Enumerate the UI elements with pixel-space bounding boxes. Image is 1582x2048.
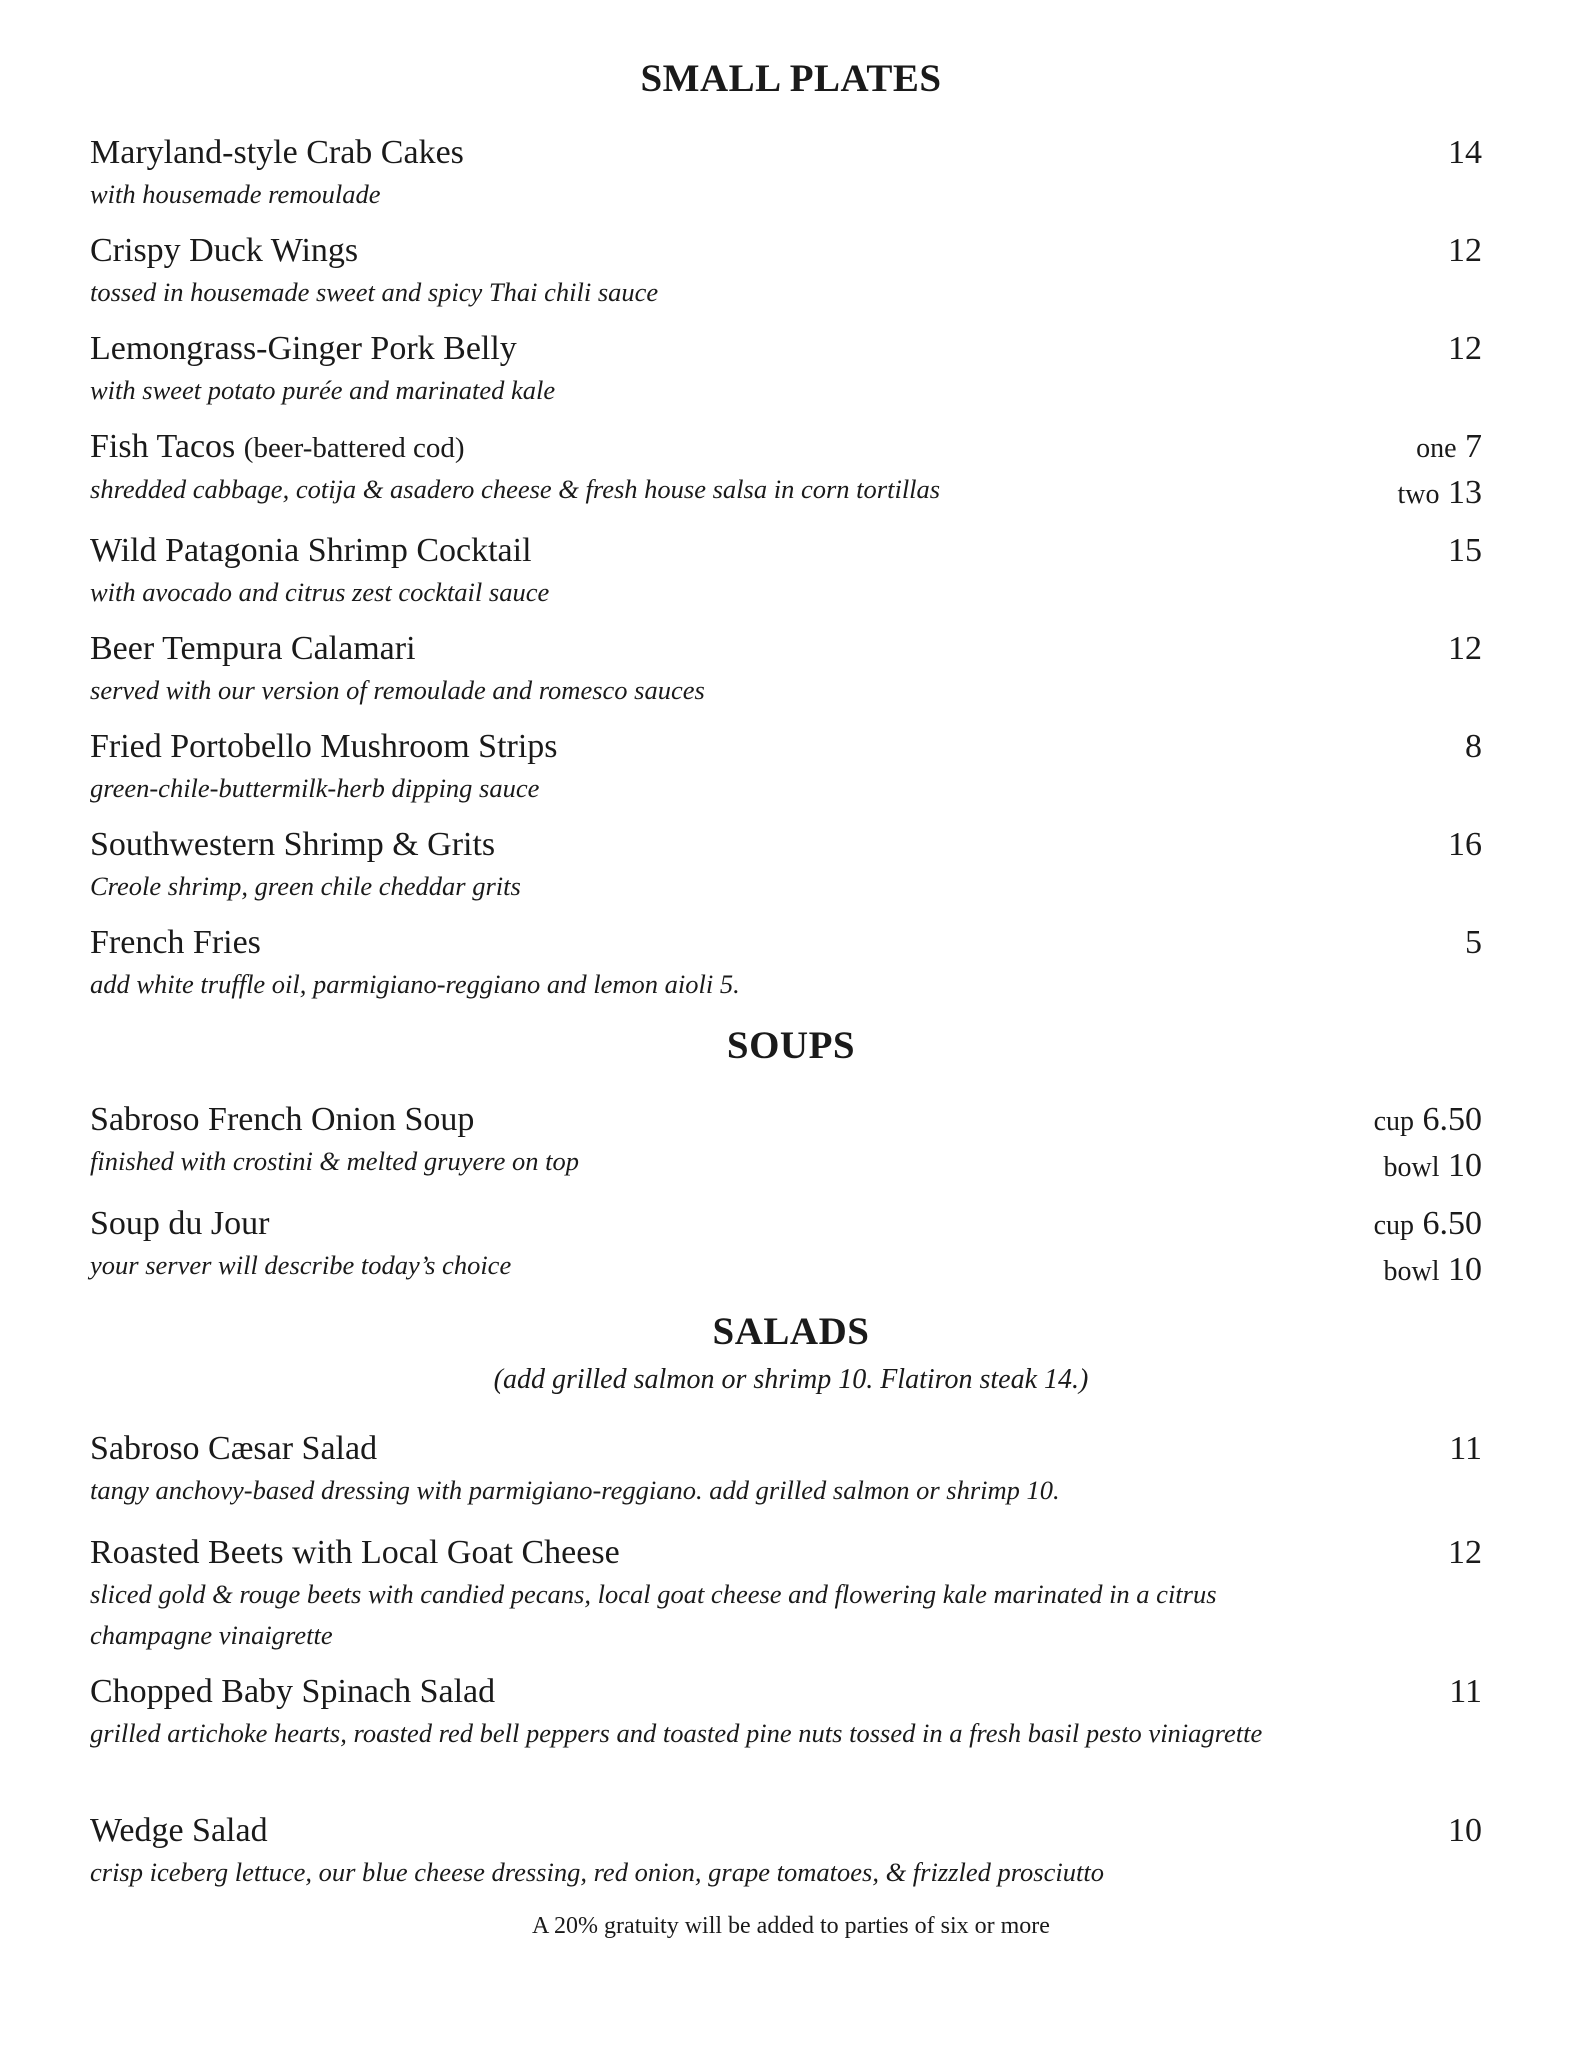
item-price: 10	[1448, 1812, 1482, 1849]
item-name: Fried Portobello Mushroom Strips	[90, 728, 558, 765]
price-label: bowl	[1383, 1152, 1440, 1183]
item-price: 12	[1448, 630, 1482, 667]
item-price: 5	[1465, 924, 1482, 961]
menu-item-roasted-beets	[90, 1532, 1482, 1656]
item-description: add white truffle oil, parmigiano-reggiano and lemon aioli 5.	[90, 969, 740, 999]
price-value: 6.50	[1422, 1101, 1482, 1138]
salads-note: (add grilled salmon or shrimp 10. Flatiron steak 14.)	[493, 1364, 1089, 1395]
item-price: 11	[1449, 1673, 1482, 1710]
item-price-option	[1374, 1203, 1482, 1247]
item-price-option	[1374, 1099, 1482, 1143]
soups-title: SOUPS	[726, 1024, 856, 1067]
item-name: Wild Patagonia Shrimp Cocktail	[90, 532, 532, 569]
item-name: French Fries	[90, 924, 261, 961]
item-description: crisp iceberg lettuce, our blue cheese dressing, red onion, grape tomatoes, & frizzled prosciutto	[90, 1857, 1104, 1887]
item-name: Sabroso French Onion Soup	[90, 1101, 475, 1138]
item-name: Chopped Baby Spinach Salad	[90, 1673, 496, 1710]
price-value: 7	[1465, 428, 1482, 465]
item-price: 12	[1448, 232, 1482, 269]
menu-item-mushroom-strips	[90, 726, 1482, 809]
price-label: bowl	[1383, 1256, 1440, 1287]
menu-item-pork-belly	[90, 328, 1482, 411]
item-price-option	[1384, 1249, 1483, 1293]
price-label: one	[1416, 433, 1457, 464]
item-name: Maryland-style Crab Cakes	[90, 134, 464, 171]
gratuity-note: A 20% gratuity will be added to parties of six or more	[532, 1913, 1050, 1939]
menu-item-spinach-salad	[90, 1671, 1482, 1754]
item-description: grilled artichoke hearts, roasted red bell peppers and toasted pine nuts tossed in a fresh basil pesto viniagrette	[90, 1718, 1263, 1748]
menu-item-caesar-salad	[90, 1428, 1482, 1511]
item-description: Creole shrimp, green chile cheddar grits	[90, 871, 521, 901]
salads-title: SALADS	[712, 1310, 870, 1353]
price-value: 13	[1448, 474, 1482, 511]
menu-item-french-fries	[90, 922, 1482, 1005]
item-description: with avocado and citrus zest cocktail sauce	[90, 577, 550, 607]
item-price: 12	[1448, 1534, 1482, 1571]
menu-item-soup-du-jour	[90, 1203, 1482, 1286]
item-name: Wedge Salad	[90, 1812, 268, 1849]
item-name	[90, 426, 1482, 469]
item-price-option	[1384, 1145, 1483, 1189]
item-name-text: Fish Tacos	[90, 428, 236, 465]
item-price-option	[1416, 426, 1482, 470]
item-name: Crispy Duck Wings	[90, 232, 359, 269]
item-description: sliced gold & rouge beets with candied pecans, local goat cheese and flowering kale marinated in a citrus champagne vinaigrette	[90, 1579, 1217, 1650]
item-price: 16	[1448, 826, 1482, 863]
menu-item-shrimp-cocktail	[90, 530, 1482, 613]
item-name-note: (beer-battered cod)	[243, 432, 465, 464]
menu-item-wedge-salad	[90, 1810, 1482, 1893]
item-description: with sweet potato purée and marinated kale	[90, 375, 556, 405]
menu-item-fish-tacos	[90, 426, 1482, 510]
item-description: your server will describe today’s choice	[90, 1250, 512, 1280]
item-description: served with our version of remoulade and romesco sauces	[90, 675, 705, 705]
menu-item-french-onion-soup	[90, 1099, 1482, 1182]
item-price: 8	[1465, 728, 1482, 765]
price-label: cup	[1373, 1210, 1414, 1241]
item-name: Beer Tempura Calamari	[90, 630, 416, 667]
item-description: tossed in housemade sweet and spicy Thai chili sauce	[90, 277, 659, 307]
menu-item-calamari	[90, 628, 1482, 711]
price-label: two	[1397, 479, 1440, 510]
item-name: Soup du Jour	[90, 1205, 270, 1242]
item-name: Roasted Beets with Local Goat Cheese	[90, 1534, 620, 1571]
item-price: 11	[1449, 1430, 1482, 1467]
item-name: Sabroso Cæsar Salad	[90, 1430, 378, 1467]
small-plates-title: SMALL PLATES	[640, 57, 942, 100]
item-name: Southwestern Shrimp & Grits	[90, 826, 496, 863]
item-price: 14	[1448, 134, 1482, 171]
item-description: tangy anchovy-based dressing with parmigiano-reggiano. add grilled salmon or shrimp 10.	[90, 1475, 1060, 1505]
item-price: 15	[1448, 532, 1482, 569]
item-price-option	[1398, 472, 1483, 516]
price-value: 10	[1448, 1147, 1482, 1184]
item-price: 12	[1448, 330, 1482, 367]
price-value: 10	[1448, 1251, 1482, 1288]
price-label: cup	[1373, 1106, 1414, 1137]
item-description: with housemade remoulade	[90, 179, 381, 209]
item-description: shredded cabbage, cotija & asadero cheese & fresh house salsa in corn tortillas	[90, 474, 941, 504]
price-value: 6.50	[1422, 1205, 1482, 1242]
menu-item-crab-cakes	[90, 132, 1482, 215]
menu-item-duck-wings	[90, 230, 1482, 313]
item-name: Lemongrass-Ginger Pork Belly	[90, 330, 517, 367]
item-description: green-chile-buttermilk-herb dipping sauce	[90, 773, 540, 803]
menu-item-shrimp-grits	[90, 824, 1482, 907]
item-description: finished with crostini & melted gruyere on top	[90, 1146, 579, 1176]
